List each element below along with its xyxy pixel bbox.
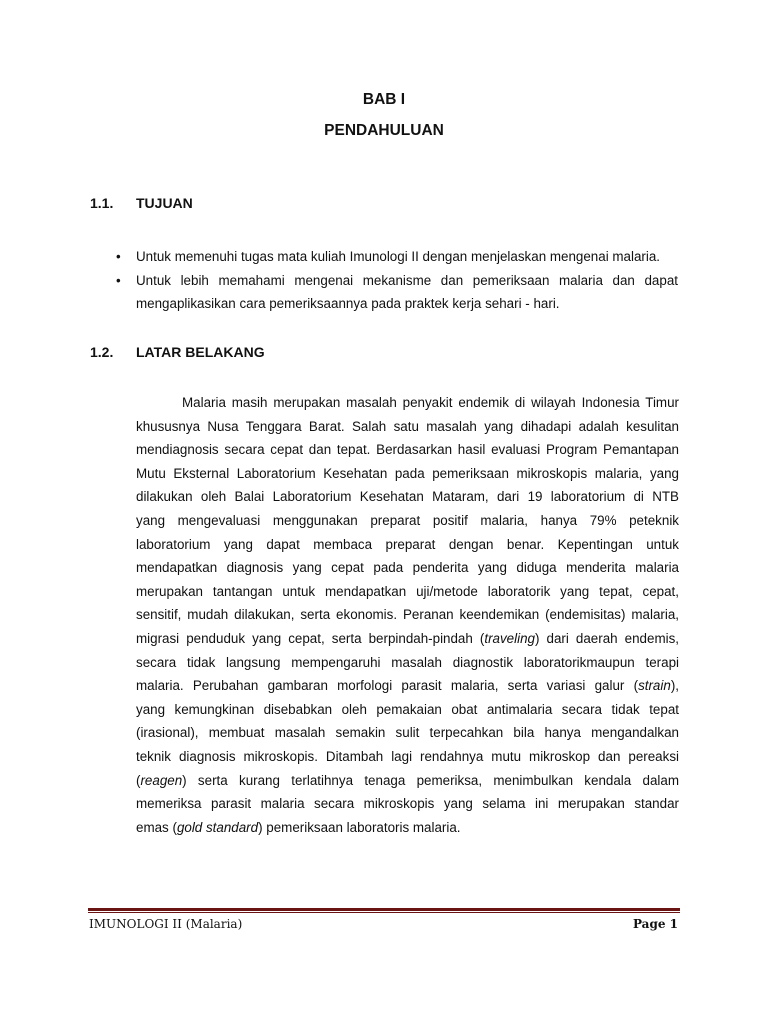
footer-rule-thick bbox=[88, 908, 680, 911]
paragraph-line: yang kemungkinan disebabkan oleh pemakaian obat antimalaria secara tidak tepat bbox=[136, 701, 679, 717]
page-number: Page 1 bbox=[632, 917, 678, 931]
paragraph-line: teknik diagnosis mikroskopis. Ditambah lagi rendahnya mutu mikroskop dan pereaksi bbox=[136, 748, 679, 764]
paragraph-line: Mutu Eksternal Laboratorium Kesehatan pada pemeriksaan mikroskopis malaria, yang bbox=[136, 465, 679, 481]
chapter-number: BAB I bbox=[362, 91, 406, 108]
section-number: 1.1. bbox=[90, 195, 114, 211]
section-heading-latar-belakang bbox=[90, 344, 265, 360]
section-number: 1.2. bbox=[90, 344, 114, 360]
paragraph-line: mendiagnosis secara cepat dan tepat. Berdasarkan hasil evaluasi Program Pemantapan bbox=[136, 442, 679, 458]
list-item bbox=[116, 245, 678, 269]
background-paragraph bbox=[136, 391, 679, 839]
paragraph-line: emas (gold standard) pemeriksaan laboratoris malaria. bbox=[136, 819, 461, 835]
section-title: LATAR BELAKANG bbox=[136, 344, 265, 360]
bullet-icon: • bbox=[116, 272, 121, 288]
paragraph-line: Malaria masih merupakan masalah penyakit endemik di wilayah Indonesia Timur bbox=[182, 395, 679, 410]
list-item-text: Untuk memenuhi tugas mata kuliah Imunologi II dengan menjelaskan mengenai malaria. bbox=[136, 249, 661, 264]
objectives-list bbox=[116, 245, 678, 316]
chapter-title: PENDAHULUAN bbox=[324, 122, 444, 139]
section-heading-tujuan bbox=[90, 195, 193, 211]
paragraph-line: khususnya Nusa Tenggara Barat. Salah satu masalah yang dihadapi adalah kesulitan bbox=[136, 418, 679, 434]
paragraph-line: secara tidak langsung mempengaruhi masalah diagnostik laboratorikmaupun terapi bbox=[136, 654, 679, 670]
footer-rule-thin bbox=[88, 912, 680, 913]
paragraph-line: memeriksa parasit malaria secara mikroskopis yang selama ini merupakan standar bbox=[136, 796, 679, 812]
paragraph-line: (reagen) serta kurang terlatihnya tenaga pemeriksa, menimbulkan kendala dalam bbox=[136, 772, 679, 788]
paragraph-line: migrasi penduduk yang cepat, serta berpindah-pindah (traveling) dari daerah endemis, bbox=[136, 630, 679, 646]
list-item-text: Untuk lebih memahami mengenai mekanisme dan pemeriksaan malaria dan dapat mengaplikasikan cara pemeriksaannya pada praktek kerja sehari - hari. bbox=[136, 272, 678, 311]
paragraph-line: (irasional), membuat masalah semakin sulit terpecahkan bila hanya mengandalkan bbox=[136, 725, 679, 741]
paragraph-line: malaria. Perubahan gambaran morfologi parasit malaria, serta variasi galur (strain), bbox=[136, 678, 679, 694]
paragraph-line: merupakan tantangan untuk mendapatkan uji/metode laboratorik yang tepat, cepat, bbox=[136, 583, 679, 599]
bullet-icon: • bbox=[116, 249, 121, 264]
paragraph-line: dilakukan oleh Balai Laboratorium Kesehatan Mataram, dari 19 laboratorium di NTB bbox=[136, 489, 679, 505]
paragraph-line: mendapatkan diagnosis yang cepat pada penderita yang diduga menderita malaria bbox=[136, 560, 679, 576]
list-item bbox=[116, 269, 678, 316]
paragraph-line: laboratorium yang dapat membaca preparat dengan benar. Kepentingan untuk bbox=[136, 536, 679, 552]
section-title: TUJUAN bbox=[136, 195, 193, 211]
paragraph-line: yang mengevaluasi menggunakan preparat positif malaria, hanya 79% peteknik bbox=[136, 512, 679, 528]
footer-title: IMUNOLOGI II (Malaria) bbox=[89, 917, 243, 931]
paragraph-line: sensitif, mudah dilakukan, serta ekonomis. Peranan keendemikan (endemisitas) malaria, bbox=[136, 607, 679, 623]
